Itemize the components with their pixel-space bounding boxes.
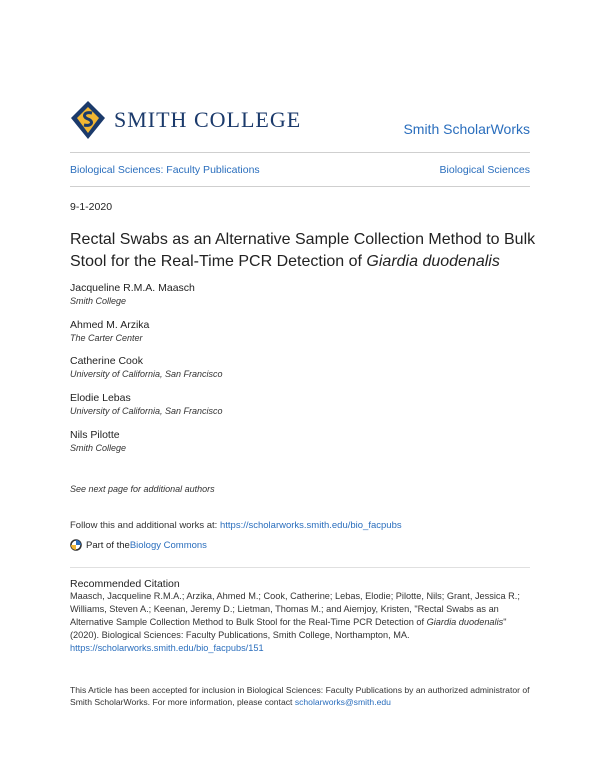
divider-top bbox=[70, 152, 530, 153]
author-affiliation: Smith College bbox=[70, 296, 127, 306]
author-name: Jacqueline R.M.A. Maasch bbox=[70, 282, 195, 294]
divider-bottom bbox=[70, 186, 530, 187]
follow-text: Follow this and additional works at: bbox=[70, 520, 220, 531]
citation-heading: Recommended Citation bbox=[70, 578, 180, 590]
title-text: Rectal Swabs as an Alternative Sample Collection Method to Bulk Stool for the Real-Time PCR Detection of bbox=[70, 231, 536, 270]
see-next-page-note: See next page for additional authors bbox=[70, 484, 215, 494]
author-entry bbox=[70, 282, 195, 308]
author-entry bbox=[70, 355, 223, 381]
smith-college-logo[interactable] bbox=[70, 100, 310, 140]
author-name: Catherine Cook bbox=[70, 355, 143, 367]
follow-line bbox=[70, 520, 402, 531]
author-affiliation: The Carter Center bbox=[70, 333, 143, 343]
author-name: Nils Pilotte bbox=[70, 429, 120, 441]
citation-url-link[interactable]: https://scholarworks.smith.edu/bio_facpubs/151 bbox=[70, 643, 264, 653]
citation-italic-species: Giardia duodenalis bbox=[426, 617, 504, 627]
footer-note bbox=[70, 684, 540, 708]
part-of-text: Part of the bbox=[86, 539, 130, 551]
author-affiliation: Smith College bbox=[70, 443, 127, 453]
department-link[interactable]: Biological Sciences bbox=[439, 164, 530, 176]
title-italic-species: Giardia duodenalis bbox=[366, 253, 500, 270]
scholarworks-link[interactable]: Smith ScholarWorks bbox=[403, 121, 530, 137]
divider-citation bbox=[70, 567, 530, 568]
contact-email-link[interactable]: scholarworks@smith.edu bbox=[294, 697, 391, 707]
author-affiliation: University of California, San Francisco bbox=[70, 406, 223, 416]
author-entry bbox=[70, 429, 126, 455]
author-entry bbox=[70, 392, 223, 418]
biology-commons-link[interactable]: Biology Commons bbox=[129, 539, 207, 551]
author-entry bbox=[70, 319, 149, 345]
smith-shield-icon bbox=[70, 100, 106, 140]
author-affiliation: University of California, San Francisco bbox=[70, 369, 223, 379]
part-of-row bbox=[70, 539, 207, 551]
collection-link[interactable]: Biological Sciences: Faculty Publications bbox=[70, 164, 260, 176]
citation-text: Maasch, Jacqueline R.M.A.; Arzika, Ahmed M.; Cook, Catherine; Lebas, Elodie; Pilotte, Nils; Grant, Jessica R.; Williams, Steven A.; Keenan, Jeremy D.; Lietman, Thomas M.; and Aiemjoy, Kristen, "Rectal Swabs as an Alternative Sample Collection Method to Bulk Stool for the Real-Time PCR Detection of bbox=[70, 591, 520, 627]
footer-text: This Article has been accepted for inclusion in Biological Sciences: Faculty Publications by an authorized administrator of Smith ScholarWorks. For more information, please contact bbox=[70, 685, 530, 707]
citation-body bbox=[70, 590, 535, 655]
publication-date: 9-1-2020 bbox=[70, 201, 113, 213]
author-name: Ahmed M. Arzika bbox=[70, 319, 150, 331]
citation-text-end: " (2020). Biological Sciences: Faculty Publications, Smith College, Northampton, MA. bbox=[70, 617, 507, 640]
logo-text: SMITH COLLEGE bbox=[114, 107, 302, 132]
article-title bbox=[70, 229, 540, 273]
author-name: Elodie Lebas bbox=[70, 392, 131, 404]
follow-url-link[interactable]: https://scholarworks.smith.edu/bio_facpubs bbox=[219, 520, 402, 531]
commons-network-icon bbox=[70, 539, 82, 551]
